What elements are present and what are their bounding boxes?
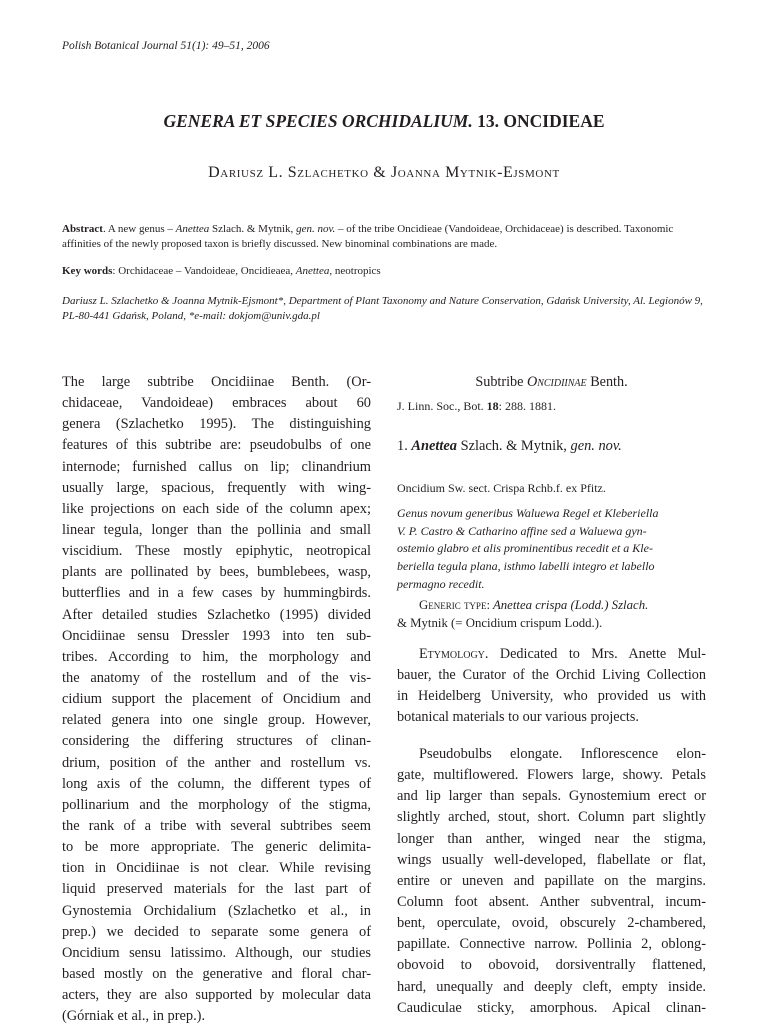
body-text-line: acters, they are also supported by molecular data xyxy=(62,987,371,1004)
body-text-line: Oncidium sensu latissimo. Although, our studies xyxy=(62,944,371,961)
subtribe-heading xyxy=(397,374,706,391)
body-text-line: drium, position of the anther and rostellum vs. xyxy=(62,754,371,771)
body-text-line: chidaceae, Vandoideae) embraces about 60 xyxy=(62,395,371,412)
abstract-genus: Anettea xyxy=(175,223,210,235)
left-column xyxy=(62,372,371,1027)
generic-type-text: Anettea crispa (Lodd.) Szlach. xyxy=(490,598,649,612)
body-text-line: the anatomy of the rostellum and of the vis- xyxy=(62,669,371,686)
description-line: wings usually well-developed, flabellate or flat, xyxy=(397,851,706,868)
description-line: papillate. Connective narrow. Pollinia 2, oblong- xyxy=(397,936,706,953)
keywords-text: : Orchidaceae – Vandoideae, Oncidieaea, xyxy=(112,265,296,277)
body-text-line: viscidium. These mostly epiphytic, neotropical xyxy=(62,543,371,560)
body-text-line: cidium support the placement of Oncidium and xyxy=(62,691,371,708)
etymology-line xyxy=(397,644,706,665)
latin-line: beriella tegula plana, isthmo labelli integro et labello xyxy=(397,559,655,574)
genus-number: 1. xyxy=(397,438,412,454)
journal-ref-text: : 288. 1881. xyxy=(498,399,557,413)
genus-author: Szlach. & Mytnik, xyxy=(456,438,571,454)
body-text-line: genera (Szlachetko 1995). The distinguishing xyxy=(62,416,371,433)
body-text-line: like projections on each side of the column apex; xyxy=(62,500,371,517)
abstract xyxy=(62,222,706,251)
body-text-line: to be more appropriate. The generic delimita- xyxy=(62,839,371,856)
body-text-line: internode; furnished callus on lip; clinandrium xyxy=(62,458,371,475)
body-text-line: the rank of a tribe with several subtribes seem xyxy=(62,817,371,834)
description xyxy=(397,744,706,1019)
description-line: and lip larger than sepals. Gynostemium erect or xyxy=(397,788,706,805)
etymology-text: Dedicated to Mrs. Anette Mul- xyxy=(488,646,706,662)
body-text-line: tribes. According to him, the morphology and xyxy=(62,648,371,665)
body-text-line: After detailed studies Szlachetko (1995) divided xyxy=(62,606,371,623)
description-line: Pseudobulbs elongate. Inflorescence elon- xyxy=(419,746,706,762)
body-text-line: usually large, spacious, frequently with wing- xyxy=(62,479,371,496)
etymology-line: bauer, the Curator of the Orchid Living Collection xyxy=(397,667,706,684)
description-line: hard, unequally and deeply cleft, empty inside. xyxy=(397,978,706,995)
description-line: Caudiculae sticky, amorphous. Apical clinan- xyxy=(397,999,706,1016)
subtribe-label: Subtribe xyxy=(475,374,524,390)
description-line: bent, operculate, ovoid, obscurely 2-chambered, xyxy=(397,915,706,932)
body-text-line: tion in Oncidiinae is not clear. While revising xyxy=(62,860,371,877)
etymology xyxy=(397,644,706,729)
body-text-line: pollinarium and the morphology of the stigma, xyxy=(62,796,371,813)
body-text-line: linear tegula, longer than the pollinia and small xyxy=(62,521,371,538)
subtribe-name: Oncidiinae xyxy=(526,374,587,390)
latin-line: V. P. Castro & Catharino affine sed a Waluewa gyn- xyxy=(397,523,647,538)
paper-title xyxy=(0,111,768,132)
journal-ref-volume: 18 xyxy=(486,399,499,413)
body-text-line: prep.) we decided to separate some genera of xyxy=(62,923,371,940)
abstract-text: Szlach. & Mytnik, xyxy=(209,223,297,235)
body-text-line: The large subtribe Oncidiinae Benth. (Or- xyxy=(62,374,371,390)
affiliation: Dariusz L. Szlachetko & Joanna Mytnik-Ejsmont*, Department of Plant Taxonomy and Nature Conservation, Gdańsk University, Al. Legionów 9, PL-80-441 Gdańsk, Poland, *e-mail: dokjom@univ.gda.pl xyxy=(62,295,703,322)
journal-ref-text: J. Linn. Soc., Bot. xyxy=(397,399,487,413)
body-text-line: Gynostemia Orchidalium (Szlachetko et al., in xyxy=(62,902,371,919)
description-line: Column foot absent. Anther subventral, incum- xyxy=(397,893,706,910)
body-text-line: considering the differing structures of clinan- xyxy=(62,733,371,750)
abstract-label: Abstract xyxy=(62,223,103,235)
description-line: entire or uneven and papillate on the margins. xyxy=(397,872,706,889)
body-text-line: related genera into one single group. However, xyxy=(62,712,371,729)
title-italic-part: GENERA ET SPECIES ORCHIDALIUM. xyxy=(163,111,473,131)
description-line: obovoid to obovoid, dorsiventrally flattened, xyxy=(397,957,706,974)
body-text-line: features of this subtribe are: pseudobulbs of one xyxy=(62,437,371,454)
description-line: longer than anther, winged near the stigma, xyxy=(397,830,706,847)
latin-line: ostemio glabro et alis prominentibus recedit et a Kle- xyxy=(397,541,653,556)
body-text-line: long axis of the column, the different types of xyxy=(62,775,371,792)
body-text-line: (Górniak et al., in prep.). xyxy=(62,1008,206,1025)
generic-type xyxy=(397,597,706,633)
journal-citation: Polish Botanical Journal 51(1): 49–51, 2006 xyxy=(62,40,270,52)
abstract-gen-nov: gen. nov. xyxy=(296,223,336,235)
generic-type-label: Generic type: xyxy=(419,598,490,612)
generic-type-text: & Mytnik (= Oncidium crispum Lodd.). xyxy=(397,615,603,630)
genus-heading xyxy=(397,438,706,455)
keywords-label: Key words xyxy=(62,265,113,277)
latin-line: Oncidium Sw. sect. Crispa Rchb.f. ex Pfitz. xyxy=(397,481,606,495)
body-text-line: based mostly on the generative and floral char- xyxy=(62,965,371,982)
etymology-label: Etymology. xyxy=(419,646,489,662)
body-text-line: Oncidiinae sensu Dressler 1993 into ten sub- xyxy=(62,627,371,644)
body-text-line: plants are pollinated by bees, bumblebees, wasp, xyxy=(62,564,371,581)
latin-line: permagno recedit. xyxy=(397,576,485,591)
latin-line: Genus novum generibus Waluewa Regel et Kleberiella xyxy=(397,505,659,520)
body-text-line: liquid preserved materials for the last part of xyxy=(62,881,371,898)
description-line: gate, multiflowered. Flowers large, showy. Petals xyxy=(397,767,706,784)
latin-diagnosis xyxy=(397,480,706,594)
abstract-text: – of the tribe Oncidieae (Vandoideae, Orchidaceae) is described. Taxonomic affinities of the newly proposed taxon is briefly discussed. New binominal combinations are made. xyxy=(62,223,674,250)
subtribe-author: Benth. xyxy=(586,374,628,390)
title-rest: 13. ONCIDIEAE xyxy=(472,111,605,131)
keywords xyxy=(62,264,706,279)
authors: Dariusz L. Szlachetko & Joanna Mytnik-Ejsmont xyxy=(208,164,560,181)
journal-reference xyxy=(397,399,706,414)
keywords-genus: Anettea, xyxy=(295,265,333,277)
etymology-line: botanical materials to our various projects. xyxy=(397,709,639,726)
genus-name: Anettea xyxy=(411,438,457,454)
genus-nov: gen. nov. xyxy=(570,438,622,454)
keywords-text: neotropics xyxy=(332,265,381,277)
abstract-text: . A new genus – xyxy=(102,223,176,235)
description-line: slightly arched, stout, short. Column part slightly xyxy=(397,809,706,826)
body-text-line: butterflies and in a few cases by hummingbirds. xyxy=(62,585,371,602)
etymology-line: in Heidelberg University, who provided us with xyxy=(397,688,706,705)
